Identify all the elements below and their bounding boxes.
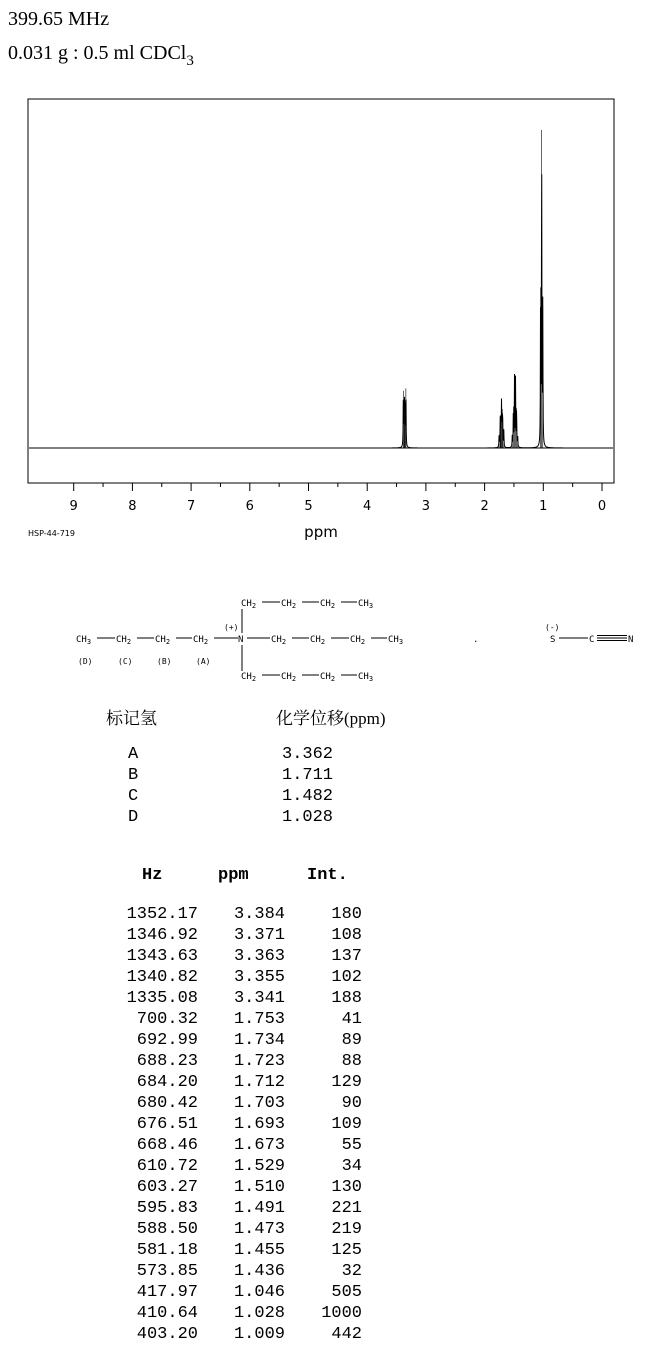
peak-hz: 692.99: [136, 1031, 198, 1050]
peak-hz: 1343.63: [126, 947, 198, 966]
peak-hz: 1340.82: [126, 968, 198, 987]
peak-table-row: [0, 1177, 400, 1198]
peak-intensity: 90: [341, 1094, 362, 1113]
charge-plus: (+): [224, 623, 239, 632]
peak-ppm: 3.384: [233, 905, 285, 924]
peak-ppm: 1.510: [233, 1178, 285, 1197]
sample-subscript: 3: [186, 53, 194, 69]
x-axis-tick-label: 9: [69, 499, 78, 514]
right-ch2-3: $CH_2$: [350, 635, 366, 646]
peak-table-row: [0, 1282, 400, 1303]
peak-hz: 403.20: [136, 1325, 198, 1344]
assignment-header-shift: 化学位移(ppm): [276, 709, 386, 728]
peak-ppm: 1.673: [233, 1136, 285, 1155]
peak-hz: 688.23: [136, 1052, 198, 1071]
mid-ch2-b: $CH_2$: [155, 635, 171, 646]
x-axis-tick-label: 0: [597, 499, 607, 514]
spectrometer-frequency: 399.65 MHz: [8, 8, 110, 30]
top-ch2-3: $CH_2$: [320, 599, 336, 610]
peak-ppm: 1.046: [233, 1283, 285, 1302]
peak-intensity: 34: [341, 1157, 362, 1176]
peak-table-row: [0, 925, 400, 946]
right-ch2-2: $CH_2$: [310, 635, 326, 646]
peak-ppm: 1.009: [233, 1325, 285, 1344]
peak-hz: 610.72: [136, 1157, 198, 1176]
peak-ppm: 1.473: [233, 1220, 285, 1239]
peak-intensity: 88: [341, 1052, 362, 1071]
peak-table-header-hz: Hz: [142, 866, 163, 885]
peak-ppm: 1.734: [233, 1031, 285, 1050]
peak-ppm: 3.355: [233, 968, 285, 987]
peak-hz: 676.51: [136, 1115, 198, 1134]
peak-table-row: [0, 988, 400, 1009]
assignment-shift: 1.482: [282, 787, 334, 806]
peak-table-row: [0, 1324, 400, 1345]
mid-ch3: $CH_3$: [76, 635, 92, 646]
peak-table-row: [0, 1198, 400, 1219]
peak-hz: 603.27: [136, 1178, 198, 1197]
peak-intensity: 137: [331, 947, 362, 966]
assignment-row: [128, 807, 428, 828]
peak-table-row: [0, 1114, 400, 1135]
peak-table-row: [0, 1219, 400, 1240]
x-axis-label: ppm: [304, 523, 338, 541]
x-axis-tick-label: 3: [421, 499, 431, 514]
peak-table-row: [0, 1156, 400, 1177]
top-ch2-1: $CH_2$: [241, 599, 257, 610]
peak-hz: 1352.17: [126, 905, 198, 924]
peak-intensity: 1000: [321, 1304, 362, 1323]
peak-ppm: 1.028: [233, 1304, 285, 1323]
right-ch2-1: $CH_2$: [271, 635, 287, 646]
top-ch2-2: $CH_2$: [281, 599, 297, 610]
assignment-row: [128, 786, 428, 807]
assignment-row: [128, 744, 428, 765]
peak-hz: 581.18: [136, 1241, 198, 1260]
assignment-label: D: [128, 808, 139, 827]
label-c: (C): [118, 657, 133, 666]
x-axis-tick-label: 1: [539, 499, 548, 514]
peak-ppm: 1.723: [233, 1052, 285, 1071]
nitrogen-atom: N: [238, 635, 244, 645]
peak-ppm: 3.371: [233, 926, 285, 945]
mid-ch2-a: $CH_2$: [193, 635, 209, 646]
peak-table-row: [0, 1093, 400, 1114]
carbon-atom: C: [589, 635, 595, 645]
peak-table-row: [0, 1009, 400, 1030]
peak-table-row: [0, 1240, 400, 1261]
bottom-ch2-2: $CH_2$: [281, 672, 297, 683]
assignment-shift: 1.028: [282, 808, 334, 827]
peak-table-row: [0, 1030, 400, 1051]
peak-intensity: 130: [331, 1178, 362, 1197]
nitrile-nitrogen: N: [628, 635, 634, 645]
peak-ppm: 1.491: [233, 1199, 285, 1218]
peak-ppm: 3.363: [233, 947, 285, 966]
bottom-ch3: $CH_3$: [358, 672, 374, 683]
peak-ppm: 3.341: [233, 989, 285, 1008]
assignment-shift: 3.362: [282, 745, 334, 764]
peak-ppm: 1.703: [233, 1094, 285, 1113]
peak-hz: 668.46: [136, 1136, 198, 1155]
peak-intensity: 219: [331, 1220, 362, 1239]
peak-table-row: [0, 1072, 400, 1093]
peak-intensity: 125: [331, 1241, 362, 1260]
peak-table-row: [0, 946, 400, 967]
x-axis-tick-label: 5: [304, 499, 313, 514]
peak-intensity: 221: [331, 1199, 362, 1218]
peak-hz: 1346.92: [126, 926, 198, 945]
charge-minus: (-): [545, 623, 560, 632]
peak-ppm: 1.529: [233, 1157, 285, 1176]
peak-intensity: 102: [331, 968, 362, 987]
peak-intensity: 89: [341, 1031, 362, 1050]
peak-table-header-ppm: ppm: [218, 866, 249, 885]
peak-ppm: 1.753: [233, 1010, 285, 1029]
assignment-label: B: [128, 766, 139, 785]
bottom-ch2-3: $CH_2$: [320, 672, 336, 683]
peak-ppm: 1.436: [233, 1262, 285, 1281]
peak-table-row: [0, 1051, 400, 1072]
sulfur-atom: S: [550, 635, 556, 645]
x-axis-tick-label: 4: [363, 499, 372, 514]
mid-ch2-c: $CH_2$: [116, 635, 132, 646]
peak-ppm: 1.693: [233, 1115, 285, 1134]
x-axis-tick-label: 6: [245, 499, 254, 514]
peak-intensity: 442: [331, 1325, 362, 1344]
peak-intensity: 180: [331, 905, 362, 924]
peak-intensity: 129: [331, 1073, 362, 1092]
label-d: (D): [78, 657, 93, 666]
peak-intensity: 41: [341, 1010, 362, 1029]
peak-intensity: 55: [341, 1136, 362, 1155]
x-axis-tick-label: 2: [480, 499, 489, 514]
peak-table-row: [0, 904, 400, 925]
x-axis-tick-label: 7: [186, 499, 196, 514]
assignment-label: C: [128, 787, 139, 806]
bottom-ch2-1: $CH_2$: [241, 672, 257, 683]
peak-hz: 595.83: [136, 1199, 198, 1218]
peak-table-row: [0, 1261, 400, 1282]
peak-ppm: 1.455: [233, 1241, 285, 1260]
x-axis-tick-label: 8: [128, 499, 137, 514]
right-ch3: $CH_3$: [388, 635, 404, 646]
peak-table-row: [0, 1303, 400, 1324]
assignment-label: A: [128, 745, 139, 764]
peak-hz: 417.97: [136, 1283, 198, 1302]
peak-table-header-int: Int.: [307, 866, 348, 885]
peak-intensity: 108: [331, 926, 362, 945]
peak-hz: 410.64: [136, 1304, 198, 1323]
peak-hz: 680.42: [136, 1094, 198, 1113]
peak-table-row: [0, 967, 400, 988]
peak-hz: 700.32: [136, 1010, 198, 1029]
label-a: (A): [196, 657, 211, 666]
peak-intensity: 188: [331, 989, 362, 1008]
spectrum-code: HSP-44-719: [28, 529, 75, 538]
peak-intensity: 505: [331, 1283, 362, 1302]
assignment-row: [128, 765, 428, 786]
peak-intensity: 32: [341, 1262, 362, 1281]
peak-table-row: [0, 1135, 400, 1156]
assignment-shift: 1.711: [282, 766, 334, 785]
sample-text: 0.031 g : 0.5 ml CDCl: [8, 42, 187, 64]
peak-hz: 1335.08: [126, 989, 198, 1008]
peak-ppm: 1.712: [233, 1073, 285, 1092]
peak-hz: 573.85: [136, 1262, 198, 1281]
assignment-header-label: 标记氢: [106, 709, 157, 728]
top-ch3: $CH_3$: [358, 599, 374, 610]
peak-intensity: 109: [331, 1115, 362, 1134]
salt-separator: .: [473, 635, 479, 645]
peak-hz: 588.50: [136, 1220, 198, 1239]
peak-hz: 684.20: [136, 1073, 198, 1092]
label-b: (B): [157, 657, 172, 666]
